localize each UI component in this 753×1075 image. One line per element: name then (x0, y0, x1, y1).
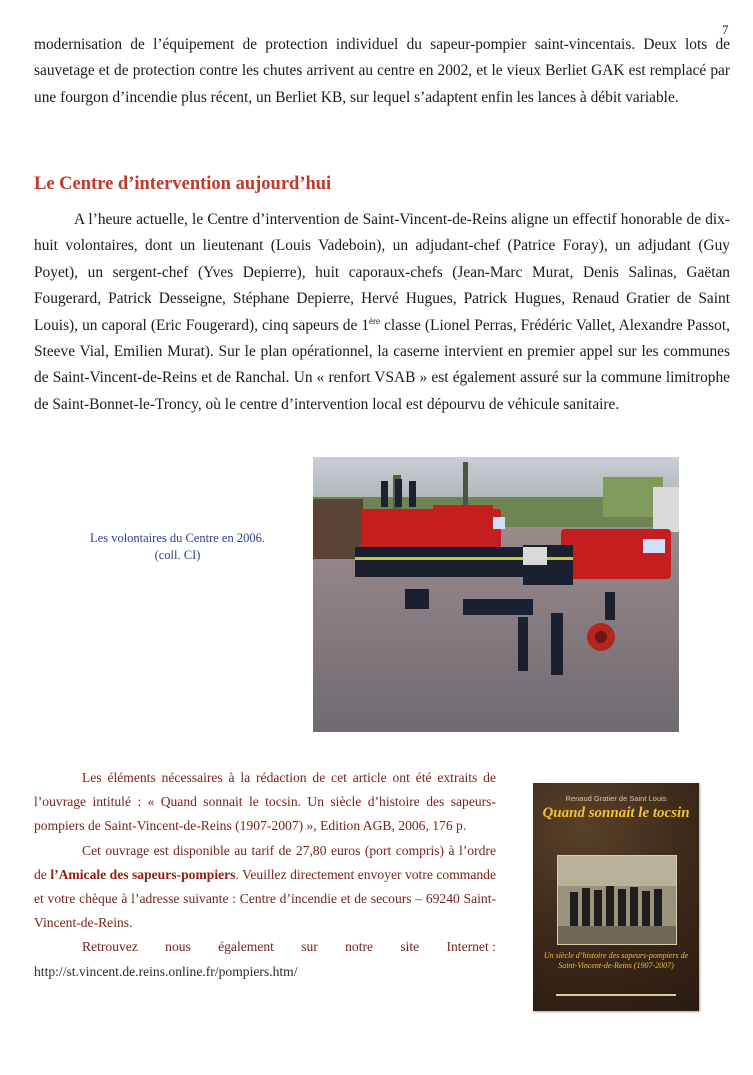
reference-para2-after: . Veuillez directement envoyer votre commande et votre chèque à l’adresse suivante : Centre d’incendie et de secours – 69240 Saint-Vincent-de-Reins. (34, 866, 497, 931)
website-link[interactable]: http://st.vincent.de.reins.online.fr/pompiers.htm/ (34, 963, 298, 979)
word-retrouvez: Retrouvez (82, 939, 138, 955)
volunteers-photo-illustration (313, 457, 679, 732)
intro-paragraph: modernisation de l’équipement de protection individuel du sapeur-pompier saint-vincentais. Deux lots de sauvetage et de protection contre les chutes arrivent au centre en 2002, et le vieux Berliet GAK est remplacé par une fourgon d’incendie plus récent, un Berliet KB, sur lequel s’adaptent enfin les lances à débit variable. (34, 36, 730, 106)
photo-caption (70, 530, 285, 564)
book-cover (533, 783, 699, 1011)
word-internet: Internet : (446, 939, 496, 955)
superscript-ere: ère (369, 315, 381, 326)
word-site: site (400, 939, 420, 955)
reference-paragraph-1 (34, 766, 496, 839)
reference-block (34, 766, 496, 984)
section-heading: Le Centre d’intervention aujourd’hui (34, 174, 332, 194)
reference-para1-text: Les éléments nécessaires à la rédaction de cet article ont été extraits de l’ouvrage intitulé : « Quand sonnait le tocsin. Un siècle d’histoire des sapeurs-pompiers de Saint-Vincent-de-Reins (1907-2007) », Edition AGB, 2006, 176 p. (34, 770, 496, 834)
word-nous: nous (165, 939, 191, 955)
caption-line-2: (coll. CI) (154, 548, 201, 562)
book-footer-rule (556, 992, 676, 998)
book-cover-photo (557, 855, 677, 945)
paragraph-text-part1: A l’heure actuelle, le Centre d’intervention de Saint-Vincent-de-Reins aligne un effectif honorable de dix-huit volontaires, dont un lieutenant (Louis Vadeboin), un adjudant-chef (Patrice Foray), un adjudant (Guy Poyet), un sergent-chef (Yves Depierre), huit caporaux-chefs (Jean-Marc Murat, Denis Salinas, Gaëtan Fougerard, Patrick Desseigne, Stéphane Depierre, Hervé Hugues, Patrick Hugues, Renaud Gratier de Saint Louis), un caporal (Eric Fougerard), cinq sapeurs de 1 (34, 211, 730, 334)
amicale-name: l’Amicale des sapeurs-pompiers (50, 866, 236, 882)
paragraph-text-part2: classe (Lionel Perras, Frédéric Vallet, Alexandre Passot, Steeve Vial, Emilien Murat). Sur le plan opérationnel, la caserne intervient en premier appel sur les communes de Saint-Vincent-de-Reins et de Ranchal. Un « renfort VSAB » est également assuré sur la commune limitrophe de Saint-Bonnet-le-Troncy, où le centre d’intervention local est dépourvu de véhicule sanitaire. (34, 316, 730, 413)
word-sur: sur (301, 939, 318, 955)
reference-paragraph-3 (34, 935, 496, 959)
book-cover-photo-illustration (558, 856, 676, 944)
book-title: Quand sonnait le tocsin (542, 805, 690, 821)
caption-line-1: Les volontaires du Centre en 2006. (90, 531, 265, 545)
book-footer-decoration (533, 992, 699, 1000)
current-centre-paragraph (34, 207, 730, 418)
book-author: Renaud Gratier de Saint Louis (565, 794, 667, 803)
reference-para2-before: Cet ouvrage est disponible au tarif de 27,80 euros (port compris) à l’ordre de (34, 842, 496, 882)
word-notre: notre (345, 939, 374, 955)
reference-paragraph-2 (34, 839, 496, 936)
book-subtitle: Un siècle d’histoire des sapeurs-pompiers de Saint-Vincent-de-Reins (1907-2007) (543, 951, 689, 970)
page-number: 7 (722, 22, 729, 37)
word-egalement: également (218, 939, 274, 955)
volunteers-photo (313, 457, 679, 732)
